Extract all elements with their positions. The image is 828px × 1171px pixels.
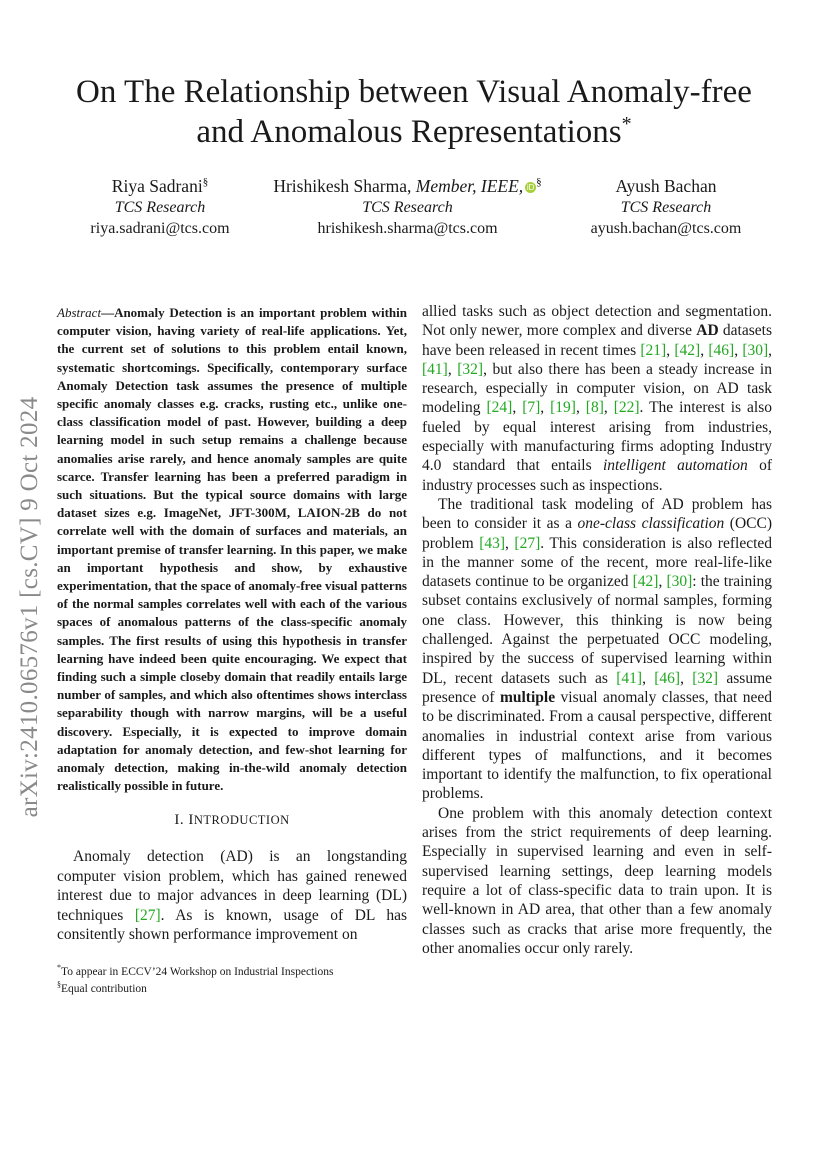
citation-link[interactable]: [42] (632, 573, 659, 591)
section-numeral: I. (174, 812, 189, 828)
title-footnote-marker: * (621, 113, 632, 135)
citation-link[interactable]: [8] (585, 399, 604, 417)
title-line-1: On The Relationship between Visual Anomaly-free (76, 74, 752, 110)
citation-link[interactable]: [7] (522, 399, 541, 417)
footnotes (57, 964, 407, 997)
author-block-3 (580, 176, 752, 239)
citation-link[interactable]: [46] (708, 341, 735, 359)
author-marker: § (202, 176, 209, 189)
footnote (57, 964, 407, 981)
arxiv-id: arXiv:2410.06576v1 [cs.CV] 9 Oct 2024 (16, 396, 43, 818)
citation-link[interactable]: [27] (514, 534, 541, 552)
footnote-marker: § (57, 979, 61, 989)
citation-link[interactable]: [32] (692, 669, 719, 687)
author-email[interactable]: ayush.bachan@tcs.com (590, 220, 742, 237)
citation-link[interactable]: [41] (616, 669, 643, 687)
author-name: Riya Sadrani (111, 176, 203, 196)
citation-link[interactable]: [27] (134, 906, 161, 924)
citation-link[interactable]: [32] (457, 360, 484, 378)
citation-link[interactable]: [41] (422, 360, 448, 378)
author-affiliation: TCS Research (114, 199, 206, 216)
body-paragraph: allied tasks such as object detection and segmentation. Not only newer, more complex and diverse AD datasets have been released in recent times [21], [42], [46], [30], [41], [32], but also there has been a steady increase in research, especially in computer vision, on AD task modeling [24], [7], [19], [8], [22]. The interest is also fueled by equal interest arising from industries, especially with manufacturing firms adopting Industry 4.0 standard that entails intelligent automation of industry processes such as inspections. (422, 303, 773, 494)
abstract-text: —Anomaly Detection is an important problem within computer vision, having variety of real-life applications. Yet, the current set of solutions to this problem entail known, systematic shortcomings. Specifically, contemporary surface Anomaly Detection task assumes the presence of multiple specific anomaly classes e.g. cracks, rusting etc., unlike one-class classification model of past. However, building a deep learning model in such setup remains a challenge because anomalies arise rarely, and hence anomaly samples are quite scarce. Transfer learning has been a preferred paradigm in such situations. But the typical source domains with large dataset sizes e.g. ImageNet, JFT-300M, LAION-2B do not correlate well with the domain of surfaces and materials, an important premise of transfer learning. In this paper, we make an important hypothesis and show, by exhaustive experimentation, that the space of anomaly-free visual patterns of the normal samples correlates well with each of the various spaces of anomalous patterns of the class-specific anomaly samples. The first results of using this hypothesis in transfer learning have indeed been quite encouraging. We expect that finding such a simple closeby domain that readily entails large number of samples, and which also oftentimes shows interclass separability though with narrow margins, will be a useful discovery. Especially, it is expected to improve domain adaptation for anomaly detection, and few-shot learning for anomaly detection, making in-the-wild anomaly detection realistically possible in future. (57, 305, 407, 794)
citation-link[interactable]: [30] (742, 341, 769, 359)
abstract-lead: Abstract (57, 305, 102, 320)
footnote-text: To appear in ECCV’24 Workshop on Industrial Inspections (61, 966, 334, 978)
section-heading-introduction (57, 812, 407, 829)
orcid-icon[interactable]: iD (526, 183, 535, 192)
intro-text: . As is known, usage of DL has consitently shown performance improvement on (57, 906, 407, 943)
arxiv-stamp (10, 372, 50, 842)
intro-paragraph (57, 847, 407, 945)
author-role: Member, IEEE, (415, 176, 524, 196)
body-paragraph: One problem with this anomaly detection context arises from the strict requirements of deep learning. Especially in supervised learning and even in self-supervised learning settings, deep learning models require a lot of class-specific data to train upon. It is well-known in AD area, that other than a few anomaly classes such as cracks that arise more frequently, the other anomalies occur only rarely. (422, 804, 772, 957)
citation-link[interactable]: [19] (550, 399, 576, 417)
paper-title (40, 72, 788, 152)
footnote-text: Equal contribution (61, 982, 147, 995)
author-affiliation: TCS Research (362, 199, 453, 216)
body-paragraph: The traditional task modeling of AD problem has been to consider it as a one-class classification (OCC) problem [43], [27]. This consideration is also reflected in the manner some of the recent, more real-life-like datasets continue to be organized [42], [30]: the training subset contains exclusively of normal samples, forming one class. However, this thinking is now being challenged. Against the perpetuated OCC modeling, inspired by the success of supervised learning within DL, recent datasets such as [41], [46], [32] assume presence of multiple visual anomaly classes, that need to be discriminated. From a causal perspective, different anomalies in industrial context arise from various different types of malfunctions, and it becomes important to identify the malfunction, to fix operational problems. (422, 495, 773, 803)
intro-text: Anomaly detection (AD) is an longstanding computer vision problem, which has gained renewed interest due to major advances in deep learning (DL) techniques (57, 848, 407, 924)
citation-link[interactable]: [22] (613, 399, 640, 417)
title-line-2: and Anomalous Representations (196, 114, 622, 150)
citation-link[interactable]: [30] (666, 573, 693, 591)
author-name: Hrishikesh Sharma, (273, 176, 416, 196)
author-email[interactable]: riya.sadrani@tcs.com (90, 220, 230, 237)
author-block-2 (250, 176, 565, 239)
footnote-marker: * (57, 963, 61, 973)
author-marker: § (536, 176, 542, 189)
citation-link[interactable]: [24] (486, 399, 513, 417)
author-affiliation: TCS Research (620, 199, 712, 216)
citation-link[interactable]: [21] (640, 341, 667, 359)
section-first-letter: I (188, 812, 194, 828)
citation-link[interactable]: [42] (674, 341, 701, 359)
citation-link[interactable]: [43] (479, 534, 506, 552)
citation-link[interactable]: [46] (654, 669, 681, 687)
author-name: Ayush Bachan (615, 176, 717, 196)
author-block-1 (90, 176, 230, 239)
footnote (57, 981, 407, 998)
right-column (422, 302, 772, 958)
author-email[interactable]: hrishikesh.sharma@tcs.com (317, 220, 498, 237)
section-title-rest: NTRODUCTION (193, 813, 290, 827)
abstract (57, 304, 407, 795)
